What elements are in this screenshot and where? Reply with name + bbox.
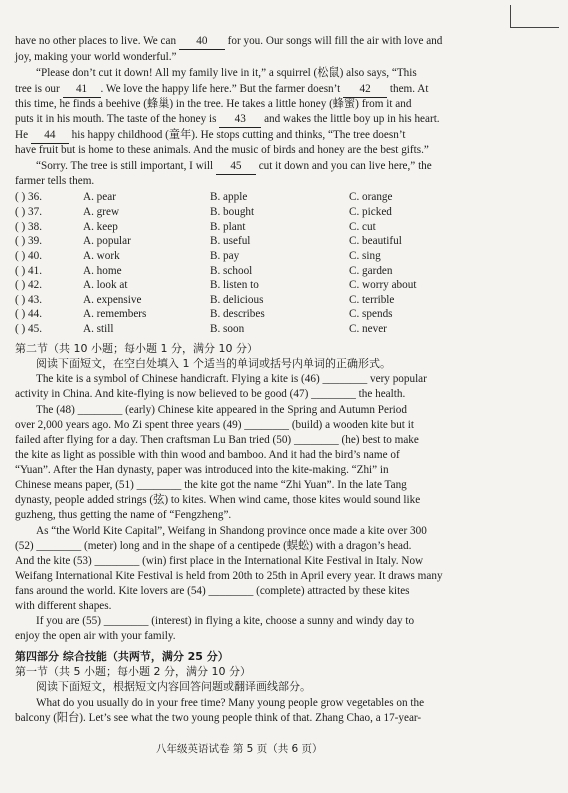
passage-line: have fruit but is home to these animals. And the music of birds and honey are the best gifts.” — [15, 144, 429, 156]
question-number: ( ) 44. — [15, 308, 43, 320]
passage-line: The kite is a symbol of Chinese handicraft. Flying a kite is (46) ________ very popular — [36, 373, 427, 385]
passage-line: joy, making your world wonderful.” — [15, 51, 177, 63]
option-b: B. soon — [210, 323, 245, 335]
option-row — [15, 264, 555, 278]
option-row — [15, 293, 555, 307]
blank-42: 42 — [343, 82, 387, 98]
passage-line: failed after flying for a day. Then craftsman Lu Ban tried (50) ________ (he) best to make — [15, 434, 419, 446]
option-b: B. apple — [210, 191, 248, 203]
passage-line: this time, he finds a beehive (蜂巢) in the tree. He takes a little honey (蜂蜜) from it and — [15, 98, 412, 110]
option-row — [15, 234, 555, 248]
option-c: C. terrible — [349, 294, 395, 306]
option-a: A. look at — [83, 279, 128, 291]
question-number: ( ) 39. — [15, 235, 43, 247]
option-b: B. plant — [210, 221, 246, 233]
option-row — [15, 249, 555, 263]
passage-line: And the kite (53) ________ (win) first place in the International Kite Festival in Italy. Now — [15, 555, 424, 567]
option-a: A. popular — [83, 235, 131, 247]
blank-41: 41 — [63, 82, 101, 98]
text: . We love the happy life here.” But the farmer doesn’t — [100, 83, 344, 95]
option-b: B. school — [210, 265, 253, 277]
passage-line — [15, 128, 405, 144]
option-a: A. remembers — [83, 308, 147, 320]
option-a: A. work — [83, 250, 120, 262]
option-row — [15, 278, 555, 292]
text: for you. Our songs will fill the air with love and — [224, 35, 443, 47]
option-row — [15, 220, 555, 234]
passage-line: If you are (55) ________ (interest) in flying a kite, choose a sunny and windy day to — [36, 615, 415, 627]
passage-line: farmer tells them. — [15, 175, 95, 187]
text: his happy childhood (童年). He stops cutting and thinks, “The tree doesn’t — [68, 129, 406, 141]
passage-line: What do you usually do in your free time? Many young people grow vegetables on the — [36, 697, 425, 709]
question-number: ( ) 41. — [15, 265, 43, 277]
passage-line — [36, 159, 432, 175]
option-c: C. cut — [349, 221, 376, 233]
passage-line: fans around the world. Kite lovers are (54) ________ (complete) attracted by these kites — [15, 585, 410, 597]
option-b: B. pay — [210, 250, 240, 262]
passage-line: “Please don’t cut it down! All my family live in it,” a squirrel (松鼠) also says, “This — [36, 67, 417, 79]
blank-45: 45 — [216, 159, 256, 175]
text: have no other places to live. We can — [15, 35, 179, 47]
option-b: B. delicious — [210, 294, 264, 306]
passage-line: Weifang International Kite Festival is held from 20th to 25th in April every year. It draws many — [15, 570, 443, 582]
passage-line: activity in China. And kite-flying is now believed to be good (47) ________ the health. — [15, 388, 406, 400]
passage-line: dynasty, people added strings (弦) to kites. When wind came, those kites would sound like — [15, 494, 421, 506]
section-title: 第一节（共 5 小题；每小题 2 分，满分 10 分） — [15, 665, 251, 678]
passage-line: balcony (阳台). Let’s see what the two young people think of that. Zhang Chao, a 17-year- — [15, 712, 422, 724]
question-number: ( ) 38. — [15, 221, 43, 233]
part-title: 第四部分 综合技能（共两节，满分 25 分） — [15, 650, 229, 663]
section-instruction: 阅读下面短文，根据短文内容回答问题或翻译画线部分。 — [36, 680, 311, 693]
passage-line: The (48) ________ (early) Chinese kite appeared in the Spring and Autumn Period — [36, 404, 407, 416]
option-c: C. beautiful — [349, 235, 402, 247]
question-number: ( ) 37. — [15, 206, 43, 218]
option-row — [15, 190, 555, 204]
option-b: B. useful — [210, 235, 251, 247]
option-row — [15, 322, 555, 336]
question-number: ( ) 42. — [15, 279, 43, 291]
passage-line: (52) ________ (meter) long and in the shape of a centipede (蜈蚣) with a dragon’s head. — [15, 540, 412, 552]
passage-line: over 2,000 years ago. Mo Zi spent three years (49) ________ (build) a wooden kite but it — [15, 419, 414, 431]
option-row — [15, 307, 555, 321]
option-a: A. keep — [83, 221, 118, 233]
option-c: C. picked — [349, 206, 392, 218]
option-c: C. sing — [349, 250, 381, 262]
option-a: A. grew — [83, 206, 120, 218]
text: “Sorry. The tree is still important, I will — [36, 160, 216, 172]
blank-40: 40 — [179, 34, 225, 50]
option-a: A. still — [83, 323, 114, 335]
passage-line: guzheng, thus getting the name of “Fengzheng”. — [15, 509, 232, 521]
option-c: C. garden — [349, 265, 393, 277]
section-title: 第二节（共 10 小题；每小题 1 分，满分 10 分） — [15, 342, 258, 355]
option-c: C. worry about — [349, 279, 417, 291]
option-row — [15, 205, 555, 219]
corner-crop-mark — [510, 5, 559, 28]
option-b: B. describes — [210, 308, 265, 320]
blank-44: 44 — [31, 128, 69, 144]
option-c: C. spends — [349, 308, 393, 320]
text: cut it down and you can live here,” the — [255, 160, 432, 172]
question-number: ( ) 36. — [15, 191, 43, 203]
passage-line: As “the World Kite Capital”, Weifang in Shandong province once made a kite over 300 — [36, 525, 427, 537]
option-b: B. listen to — [210, 279, 259, 291]
question-number: ( ) 45. — [15, 323, 43, 335]
passage-line — [15, 82, 428, 98]
passage-line: the kite as light as possible with thin wood and bamboo. And it had the bird’s name of — [15, 449, 400, 461]
blank-43: 43 — [219, 112, 261, 128]
text: tree is our — [15, 83, 63, 95]
question-number: ( ) 40. — [15, 250, 43, 262]
passage-line: “Yuan”. After the Han dynasty, paper was introduced into the kite-making. “Zhi” in — [15, 464, 389, 476]
passage-line: Chinese means paper, (51) ________ the kite got the name “Zhi Yuan”. In the late Tang — [15, 479, 407, 491]
option-a: A. expensive — [83, 294, 142, 306]
passage-line — [15, 112, 440, 128]
passage-line: with different shapes. — [15, 600, 112, 612]
section-instruction: 阅读下面短文，在空白处填入 1 个适当的单词或括号内单词的正确形式。 — [36, 357, 391, 370]
text: them. At — [387, 83, 429, 95]
passage-line — [15, 34, 442, 50]
option-b: B. bought — [210, 206, 255, 218]
text: puts it in his mouth. The taste of the honey is — [15, 113, 220, 125]
passage-line: enjoy the open air with your family. — [15, 630, 176, 642]
option-a: A. home — [83, 265, 122, 277]
option-c: C. never — [349, 323, 387, 335]
option-c: C. orange — [349, 191, 393, 203]
text: He — [15, 129, 31, 141]
question-number: ( ) 43. — [15, 294, 43, 306]
option-a: A. pear — [83, 191, 116, 203]
page-footer: 八年级英语试卷 第 5 页（共 6 页） — [156, 743, 323, 755]
text: and wakes the little boy up in his heart. — [261, 113, 440, 125]
